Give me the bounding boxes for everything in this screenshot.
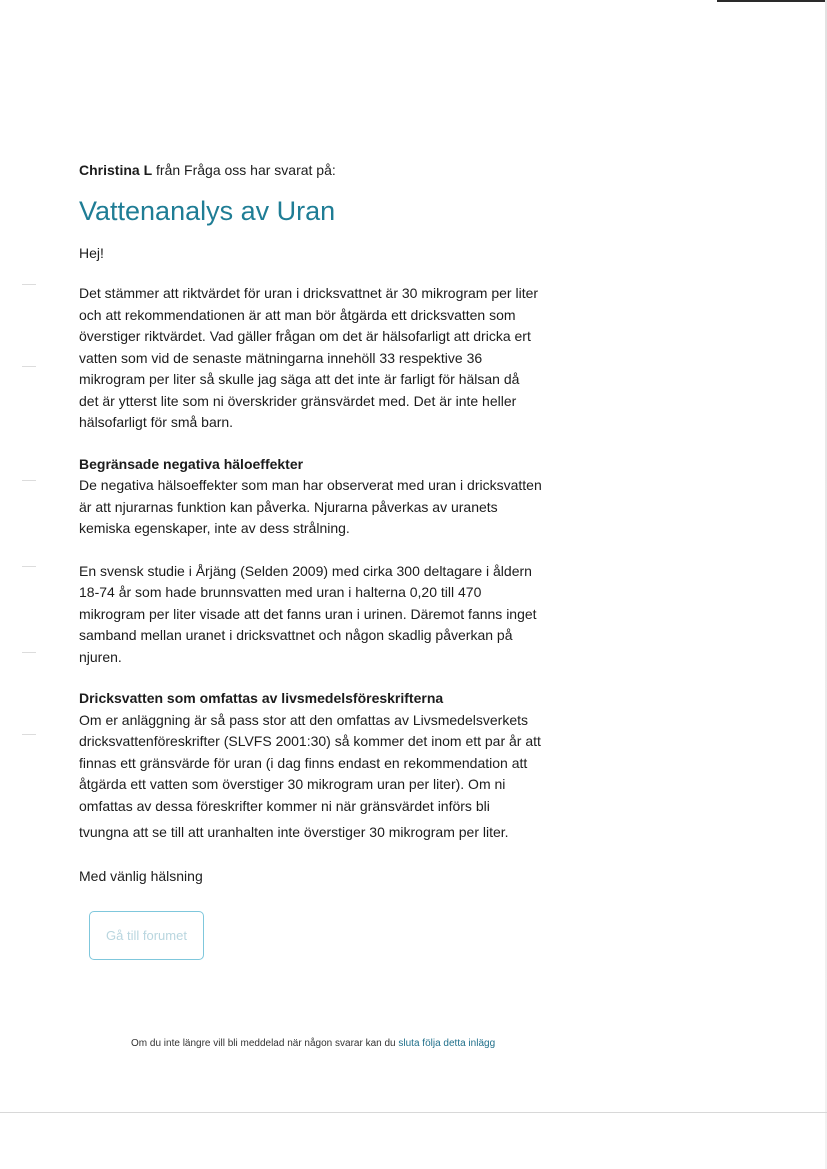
text-line: njuren. (79, 648, 122, 665)
margin-tick (22, 284, 36, 285)
section-heading-regulations: Dricksvatten som omfattas av livsmedelsföreskrifterna (79, 690, 444, 706)
answer-content (79, 155, 559, 887)
text-line: 18-74 år som hade brunnsvatten med uran i halterna 0,20 till 470 (79, 584, 482, 600)
text-line: En svensk studie i Årjäng (Selden 2009) med cirka 300 deltagare i åldern (79, 562, 532, 579)
closing: Med vänlig hälsning (79, 867, 203, 884)
text-line: överstiger riktvärdet. Vad gäller frågan om det är hälsofarligt att dricka ert (79, 328, 531, 344)
text-line: hälsofarligt för små barn. (79, 414, 234, 430)
text-line: omfattas av dessa föreskrifter kommer ni när gränsvärdet införs bli (79, 797, 490, 814)
margin-tick (22, 652, 36, 653)
paragraph-2 (79, 475, 559, 540)
text-line: är att njurarnas funktion kan påverka. Njurarna påverkas av uranets (79, 498, 498, 515)
paragraph-1 (79, 283, 559, 434)
text-line: och att rekommendationen är att man bör åtgärda ett dricksvatten som (79, 306, 516, 323)
text-line: finnas ett gränsvärde för uran (i dag finns endast en rekommendation att (79, 754, 528, 771)
answer-intro (79, 161, 559, 179)
paragraph-4-last-line: tvungna att se till att uranhalten inte överstiger 30 mikrogram per liter. (79, 824, 509, 840)
margin-tick (22, 734, 36, 735)
scan-mark (717, 0, 827, 2)
margin-tick (22, 480, 36, 481)
text-line: samband mellan uranet i dricksvattnet och någon skadlig påverkan på (79, 627, 513, 643)
section-heading-health-effects: Begränsade negativa häloeffekter (79, 455, 304, 472)
text-line: det är ytterst lite som ni överskrider gränsvärdet med. Det är inte heller (79, 392, 517, 409)
unfollow-link[interactable]: sluta följa detta inlägg (398, 1038, 496, 1049)
intro-text: från Fråga oss har svarat på: (156, 162, 336, 178)
scan-line (0, 1112, 827, 1113)
greeting: Hej! (79, 245, 104, 261)
text-line: mikrogram per liter så skulle jag säga att det inte är farligt för hälsan då (79, 371, 520, 387)
text-line: Om er anläggning är så pass stor att den omfattas av Livsmedelsverkets (79, 711, 528, 728)
text-line: kemiska egenskaper, inte av dess strålning. (79, 520, 350, 536)
text-line: De negativa hälsoeffekter som man har observerat med uran i dricksvatten (79, 477, 542, 493)
page-title: Vattenanalys av Uran (79, 196, 336, 226)
text-line: mikrogram per liter visade att det fanns uran i urinen. Däremot fanns inget (79, 605, 537, 622)
paragraph-3 (79, 561, 559, 669)
margin-tick (22, 566, 36, 567)
unfollow-notice (131, 1038, 495, 1049)
text-line: dricksvattenföreskrifter (SLVFS 2001:30) så kommer det inom ett par år att (79, 733, 541, 749)
text-line: Det stämmer att riktvärdet för uran i dricksvattnet är 30 mikrogram per liter (79, 285, 539, 301)
unfollow-notice-text: Om du inte längre vill bli meddelad när någon svarar kan du (131, 1038, 396, 1049)
paragraph-4 (79, 710, 559, 818)
text-line: vatten som vid de senaste mätningarna innehöll 33 respektive 36 (79, 349, 483, 366)
author-name: Christina L (79, 162, 153, 178)
margin-tick (22, 366, 36, 367)
text-line: åtgärda ett vatten som överstiger 30 mikrogram uran per liter). Om ni (79, 776, 506, 792)
go-to-forum-button[interactable]: Gå till forumet (89, 911, 204, 960)
